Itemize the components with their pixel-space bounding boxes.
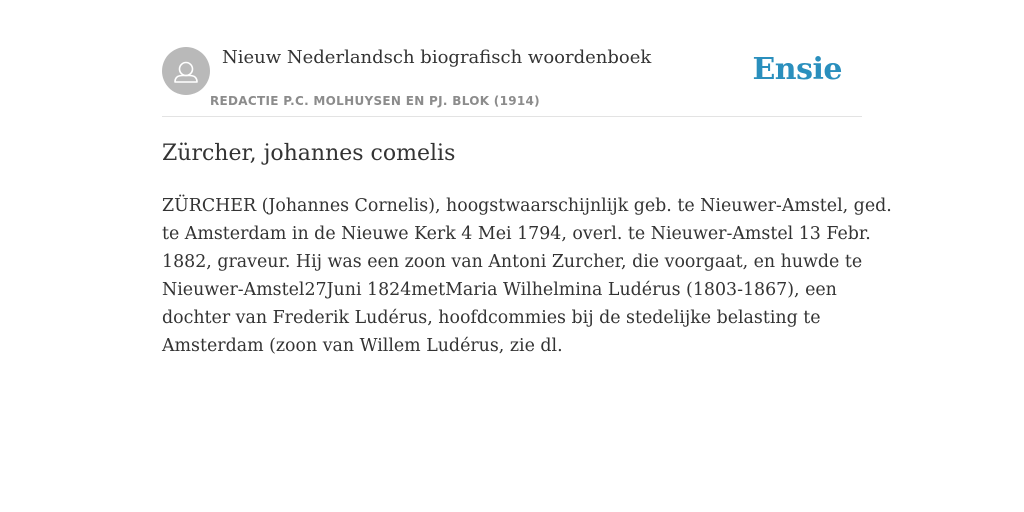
editors-label: REDACTIE P.C. MOLHUYSEN EN PJ. BLOK (1914) bbox=[210, 94, 540, 108]
avatar[interactable] bbox=[162, 47, 210, 95]
entry-text-line: 1882, graveur. Hij was een zoon van Antoni Zurcher, die voorgaat, en huwde te bbox=[162, 252, 863, 272]
entry-text-line: Nieuwer-Amstel27Juni 1824metMaria Wilhelmina Ludérus (1803-1867), een bbox=[162, 280, 837, 300]
entry-text-line: Amsterdam (zoon van Willem Ludérus, zie dl. bbox=[162, 336, 563, 356]
ensie-logo[interactable]: Ensie bbox=[752, 52, 842, 87]
entry-text-line: te Amsterdam in de Nieuwe Kerk 4 Mei 1794, overl. te Nieuwer-Amstel 13 Febr. bbox=[162, 224, 871, 244]
entry-title: Zürcher, johannes comelis bbox=[162, 141, 456, 166]
entry-text-line: ZÜRCHER (Johannes Cornelis), hoogstwaarschijnlijk geb. te Nieuwer-Amstel, ged. bbox=[162, 196, 892, 216]
entry-text-line: dochter van Frederik Ludérus, hoofdcommies bij de stedelijke belasting te bbox=[162, 308, 821, 328]
user-icon bbox=[162, 47, 210, 95]
book-title[interactable]: Nieuw Nederlandsch biografisch woordenboek bbox=[222, 47, 652, 68]
source-header bbox=[162, 47, 862, 117]
entry-body bbox=[162, 192, 892, 360]
